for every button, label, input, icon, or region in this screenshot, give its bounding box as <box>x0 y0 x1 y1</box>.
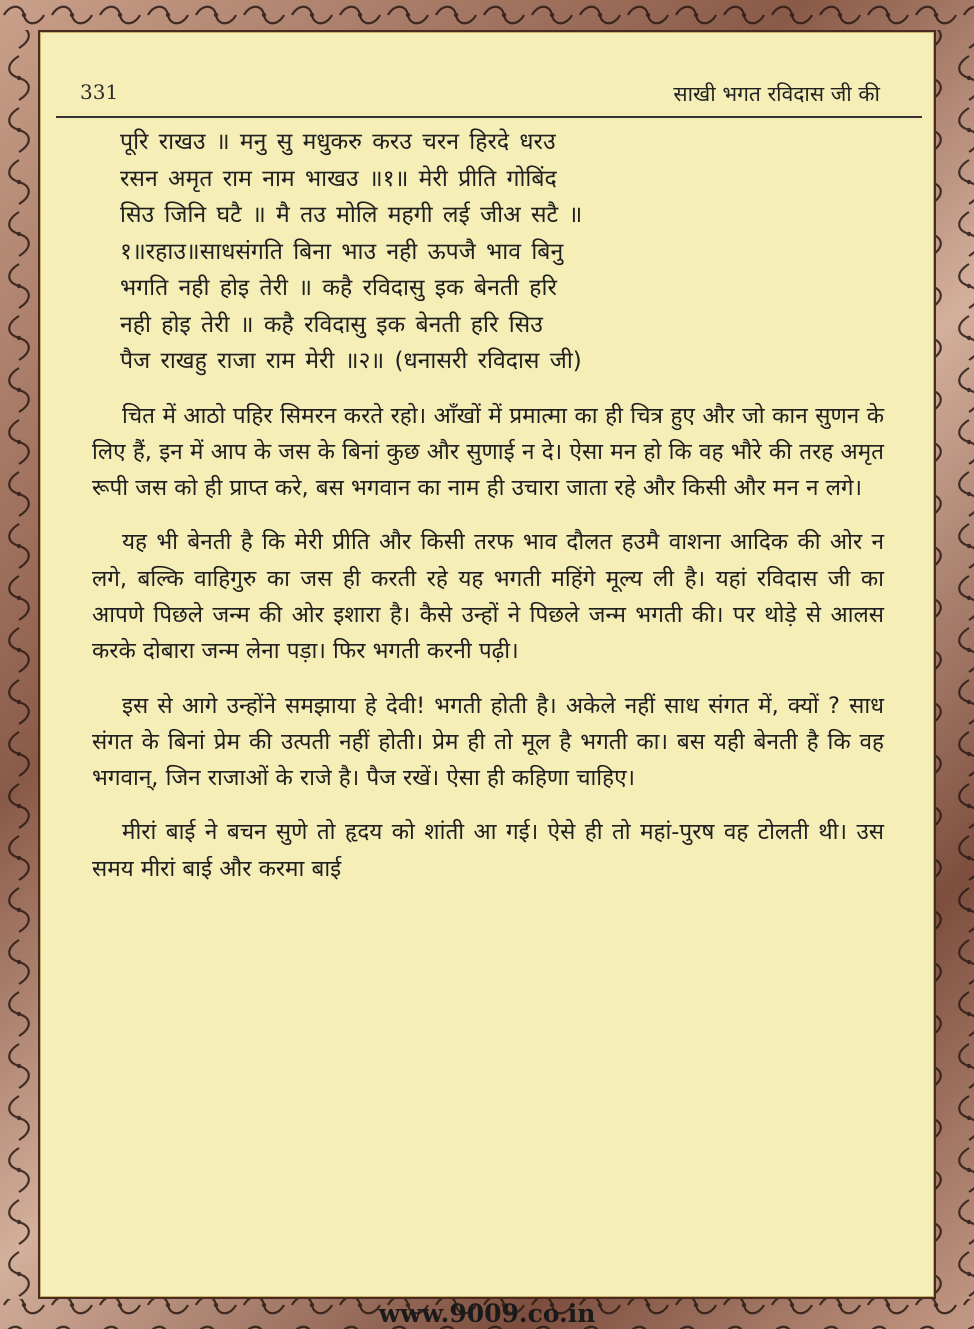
running-header <box>40 80 938 120</box>
running-title: साखी भगत रविदास जी की <box>673 82 880 106</box>
verse-line: भगति नही होइ तेरी ॥ कहै रविदासु इक बेनती हरि <box>120 275 557 301</box>
paragraph: चित में आठो पहिर सिमरन करते रहो। आँखों में प्रमात्मा का ही चित्र हुए और जो कान सुणन के लिए हैं, इन में आप के जस के बिनां कुछ और सुणाई न दे। ऐसा मन हो कि वह भौरे की तरह अमृत रूपी जस को ही प्राप्त करे, बस भगवान का नाम ही उचारा जाता रहे और किसी और मन न लगे। <box>92 402 884 502</box>
page-number: 331 <box>80 80 119 104</box>
verse-line: सिउ जिनि घटै ॥ मै तउ मोलि महगी लई जीअ सटै ॥ <box>120 202 583 228</box>
website-url[interactable]: www.9009.co.in <box>378 1299 596 1328</box>
verse-block <box>120 124 770 380</box>
paragraph: मीरां बाई ने बचन सुणे तो हृदय को शांती आ गई। ऐसे ही तो महां-पुरष वह टोलती थी। उस समय मीरां बाई और करमा बाई <box>92 819 884 882</box>
header-rule <box>56 116 922 118</box>
paragraph: इस से आगे उन्होंने समझाया हे देवी! भगती होती है। अकेले नहीं साध संगत में, क्यों ? साध संगत के बिनां प्रेम की उत्पती नहीं होती। प्रेम ही तो मूल है भगती का। बस यही बेनती है कि वह भगवान्, जिन राजाओं के राजे है। पैज रखें। ऐसा ही कहिणा चाहिए। <box>92 692 884 792</box>
book-page <box>38 30 936 1299</box>
verse-line: नही होइ तेरी ॥ कहै रविदासु इक बेनती हरि सिउ <box>120 311 543 338</box>
verse-line: पैज राखहु राजा राम मेरी ॥२॥ (धनासरी रविदास जी) <box>120 348 582 374</box>
verse-line: १॥रहाउ॥साधसंगति बिना भाउ नही ऊपजै भाव बिनु <box>120 238 564 265</box>
page-body <box>92 124 884 887</box>
verse-line: पूरि राखउ ॥ मनु सु मधुकरु करउ चरन हिरदे धरउ <box>120 129 556 155</box>
verse-line: रसन अमृत राम नाम भाखउ ॥१॥ मेरी प्रीति गोबिंद <box>120 165 557 192</box>
paragraph: यह भी बेनती है कि मेरी प्रीति और किसी तरफ भाव दौलत हउमै वाशना आदिक की ओर न लगे, बल्कि वाहिगुरु का जस ही करती रहे यह भगती महिंगे मूल्य ली है। यहां रविदास जी का आपणे पिछले जन्म की ओर इशारा है। कैसे उन्हों ने पिछले जन्म भगती की। पर थोड़े से आलस करके दोबारा जन्म लेना पड़ा। फिर भगती करनी पढ़ी। <box>92 529 884 665</box>
